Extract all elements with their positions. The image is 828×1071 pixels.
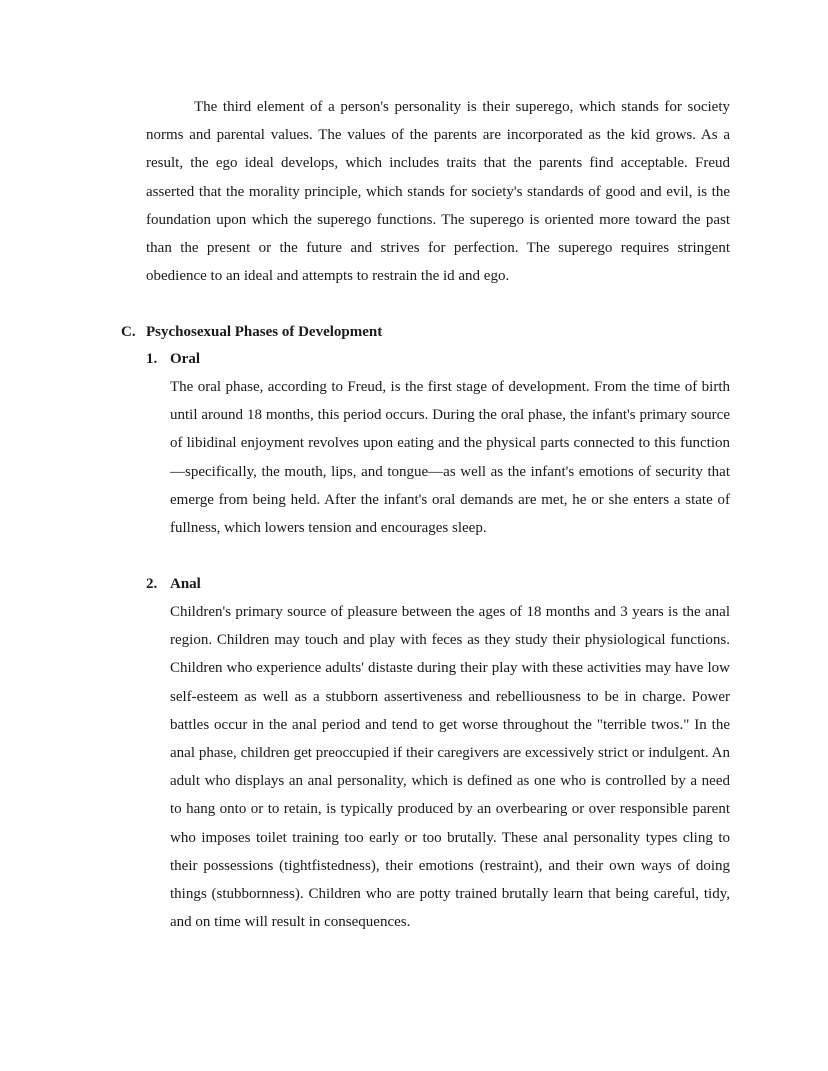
item-title: Oral (170, 351, 200, 367)
item-heading-anal (146, 570, 201, 598)
item-title: Anal (170, 576, 201, 592)
section-letter: C. (121, 324, 136, 340)
section-heading (121, 318, 382, 346)
item-number: 1. (146, 351, 158, 367)
intro-paragraph: The third element of a person's personality is their superego, which stands for society norms and parental values. The values of the parents are incorporated as the kid grows. As a result, the ego ideal develops, which includes traits that the parents find acceptable. Freud asserted that the morality principle, which stands for society's standards of good and evil, is the foundation upon which the superego functions. The superego is oriented more toward the past than the present or the future and strives for perfection. The superego requires stringent obedience to an ideal and attempts to restrain the id and ego. (146, 99, 730, 285)
anal-paragraph: Children's primary source of pleasure between the ages of 18 months and 3 years is the anal region. Children may touch and play with feces as they study their physiological functions. Children who experience adults' distaste during their play with these activities may have low self-esteem as well as a stubborn assertiveness and rebelliousness to be in charge. Power battles occur in the anal period and tend to get worse throughout the "terrible twos." In the anal phase, children get preoccupied if their caregivers are excessively strict or indulgent. An adult who displays an anal personality, which is defined as one who is controlled by a need to hang onto or to retain, is typically produced by an overbearing or over responsible parent who imposes toilet training too early or too brutally. These anal personality types cling to their possessions (tightfistedness), their emotions (restraint), and their own ways of doing things (stubbornness). Children who are potty trained brutally learn that being careful, tidy, and on time will result in consequences. (170, 604, 730, 931)
item-number: 2. (146, 576, 158, 592)
item-heading-oral (146, 345, 200, 373)
section-title: Psychosexual Phases of Development (146, 324, 383, 340)
oral-paragraph: The oral phase, according to Freud, is the first stage of development. From the time of birth until around 18 months, this period occurs. During the oral phase, the infant's primary source of libidinal enjoyment revolves upon eating and the physical parts connected to this function—specifically, the mouth, lips, and tongue—as well as the infant's emotions of security that emerge from being held. After the infant's oral demands are met, he or she enters a state of fullness, which lowers tension and encourages sleep. (170, 379, 730, 537)
